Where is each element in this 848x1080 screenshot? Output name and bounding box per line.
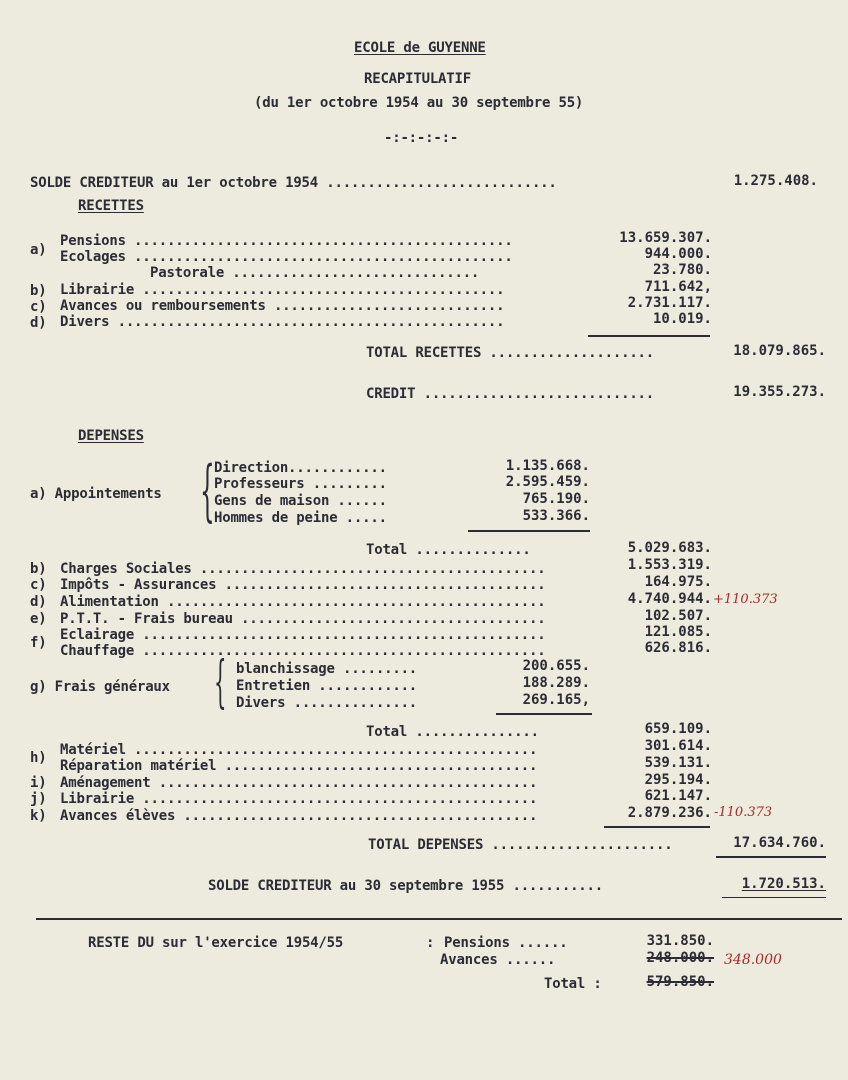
recette-item-pensions: Pensions .............................................. [60, 233, 513, 249]
depense-value-ptt: 102.507. [644, 608, 712, 624]
appointements-rule [468, 530, 590, 532]
depense-value-avances-eleves: 2.879.236. [627, 805, 712, 821]
recette-item-divers: Divers ............................................... [60, 314, 505, 330]
frais-blanchissage-value: 200.655. [522, 658, 590, 674]
depense-item-chauffage: Chauffage ................................................. [60, 643, 546, 659]
solde-debut-value: 1.275.408. [733, 173, 818, 189]
frais-divers-value: 269.165, [522, 692, 590, 708]
appointement-direction: Direction............ [214, 460, 387, 476]
document-title: RECAPITULATIF [364, 71, 471, 87]
appointements-label: a) Appointements [30, 486, 162, 502]
total-depenses-label: TOTAL DEPENSES ...................... [368, 837, 673, 853]
reste-du-colon: : [426, 935, 435, 951]
annotation-avances-corrected: 348.000 [724, 952, 782, 968]
depense-value-librairie: 621.147. [644, 788, 712, 804]
frais-blanchissage: blanchissage ......... [236, 661, 418, 677]
depense-item-materiel: Matériel ................................................. [60, 742, 538, 758]
frais-entretien: Entretien ............ [236, 678, 418, 694]
depense-letter-c: c) [30, 577, 47, 593]
reste-avances-value: 248.000. [646, 950, 714, 966]
depense-item-avances-eleves: Avances élèves ........................................... [60, 808, 538, 824]
frais-generaux-label: g) Frais généraux [30, 679, 170, 695]
depenses-subtotal-rule [604, 826, 710, 828]
recette-item-ecolages: Ecolages .............................................. [60, 249, 513, 265]
recettes-letter-d: d) [30, 315, 47, 331]
depense-letter-k: k) [30, 808, 47, 824]
credit-value: 19.355.273. [733, 384, 826, 400]
depense-item-librairie: Librairie ................................................ [60, 791, 538, 807]
depense-letter-h: h) [30, 750, 47, 766]
depense-letter-j: j) [30, 791, 47, 807]
depense-letter-d: d) [30, 594, 47, 610]
recettes-letter-a: a) [30, 242, 47, 258]
recettes-letter-c: c) [30, 299, 47, 315]
depense-letter-f: f) [30, 635, 47, 651]
depense-value-reparation: 539.131. [644, 755, 712, 771]
depense-letter-b: b) [30, 561, 47, 577]
depense-value-amenagement: 295.194. [644, 772, 712, 788]
recette-value-pensions: 13.659.307. [619, 230, 712, 246]
depense-item-ptt: P.T.T. - Frais bureau ..................................... [60, 611, 546, 627]
depense-letter-e: e) [30, 611, 47, 627]
recettes-letter-b: b) [30, 283, 47, 299]
recette-value-librairie: 711.642, [644, 279, 712, 295]
depense-value-alimentation: 4.740.944. [627, 591, 712, 607]
recette-value-divers: 10.019. [652, 311, 712, 327]
frais-generaux-rule [496, 713, 592, 715]
total-recettes-value: 18.079.865. [733, 343, 826, 359]
annotation-avances-eleves: -110.373 [714, 805, 773, 820]
frais-generaux-brace: { [214, 650, 227, 715]
recette-value-ecolages: 944.000. [644, 246, 712, 262]
reste-du-label: RESTE DU sur l'exercice 1954/55 [88, 935, 344, 951]
appointement-professeurs-value: 2.595.459. [505, 474, 590, 490]
depense-value-charges: 1.553.319. [627, 557, 712, 573]
depense-item-amenagement: Aménagement .............................................. [60, 775, 538, 791]
recette-item-librairie: Librairie ............................................ [60, 282, 505, 298]
appointement-professeurs: Professeurs ......... [214, 476, 387, 492]
period: (du 1er octobre 1954 au 30 septembre 55) [254, 95, 584, 111]
depense-value-impots: 164.975. [644, 574, 712, 590]
depense-item-eclairage: Eclairage ................................................. [60, 627, 546, 643]
solde-fin-double-rule [722, 897, 826, 898]
reste-total-label: Total : [544, 976, 602, 992]
total-depenses-rule [716, 856, 826, 858]
recettes-subtotal-rule [588, 335, 710, 337]
depense-item-charges: Charges Sociales .......................................... [60, 561, 546, 577]
depense-item-impots: Impôts - Assurances ....................................... [60, 577, 546, 593]
depense-item-reparation: Réparation matériel ...................................... [60, 758, 538, 774]
total-recettes-label: TOTAL RECETTES .................... [366, 345, 655, 361]
appointement-gens-maison-value: 765.190. [522, 491, 590, 507]
solde-fin-label: SOLDE CREDITEUR au 30 septembre 1955 ........... [208, 878, 603, 894]
credit-label: CREDIT ............................ [366, 386, 655, 402]
total-depenses-value: 17.634.760. [733, 835, 826, 851]
recette-value-avances: 2.731.117. [627, 295, 712, 311]
appointement-direction-value: 1.135.668. [505, 458, 590, 474]
depense-value-chauffage: 626.816. [644, 640, 712, 656]
reste-pensions-label: Pensions ...... [444, 935, 568, 951]
annotation-alimentation: +110.373 [713, 592, 778, 607]
section-divider [36, 918, 842, 920]
appointement-hommes-peine: Hommes de peine ..... [214, 510, 387, 526]
appointement-hommes-peine-value: 533.366. [522, 508, 590, 524]
frais-divers: Divers ............... [236, 695, 418, 711]
solde-fin-value: 1.720.513. [741, 876, 826, 892]
frais-generaux-total-label: Total ............... [366, 724, 539, 740]
recettes-heading: RECETTES [78, 198, 144, 214]
recette-value-pastorale: 23.780. [652, 262, 712, 278]
depense-value-materiel: 301.614. [644, 738, 712, 754]
appointements-brace: { [200, 452, 215, 529]
solde-debut-label: SOLDE CREDITEUR au 1er octobre 1954 ............................ [30, 175, 557, 191]
recette-item-avances: Avances ou remboursements ............................ [60, 298, 505, 314]
depense-item-alimentation: Alimentation .............................................. [60, 594, 546, 610]
frais-generaux-total-value: 659.109. [644, 721, 712, 737]
reste-pensions-value: 331.850. [646, 933, 714, 949]
school-name: ECOLE de GUYENNE [354, 40, 486, 56]
appointement-gens-maison: Gens de maison ...... [214, 493, 387, 509]
appointements-total-label: Total .............. [366, 542, 531, 558]
reste-avances-label: Avances ...... [440, 952, 556, 968]
appointements-total-value: 5.029.683. [627, 540, 712, 556]
depenses-heading: DEPENSES [78, 428, 144, 444]
separator: -:-:-:-:- [384, 130, 459, 146]
frais-entretien-value: 188.289. [522, 675, 590, 691]
depense-letter-i: i) [30, 775, 47, 791]
depense-value-eclairage: 121.085. [644, 624, 712, 640]
recette-item-pastorale: Pastorale .............................. [150, 265, 480, 281]
reste-total-value: 579.850. [646, 974, 714, 990]
